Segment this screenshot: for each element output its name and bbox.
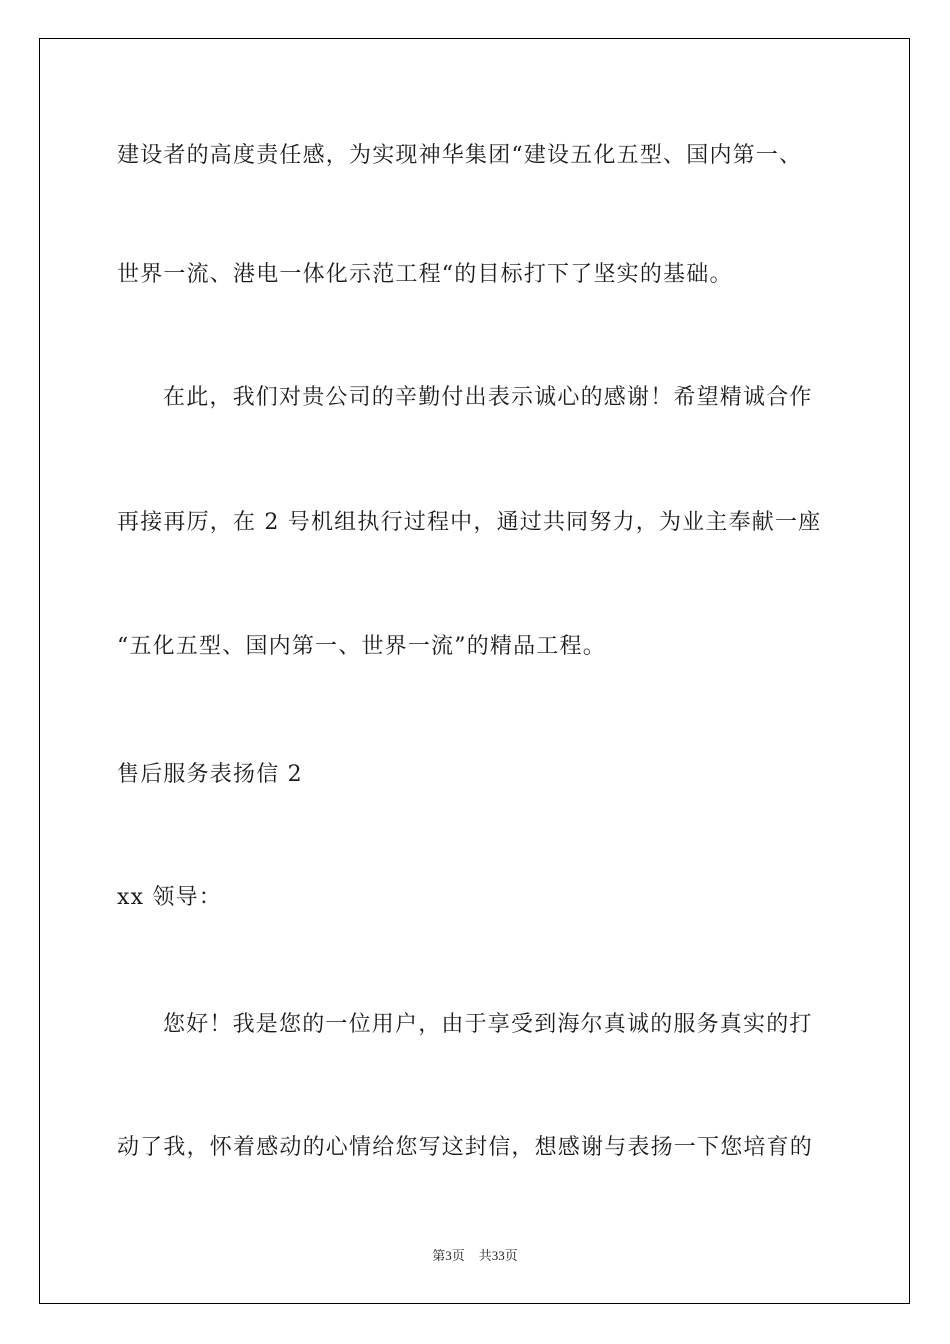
page-number: 第3页 (432, 1248, 465, 1263)
page-total: 共33页 (478, 1248, 518, 1263)
paragraph-line: 再接再厉，在 2 号机组执行过程中，通过共同努力，为业主奉献一座 (117, 510, 822, 535)
paragraph-line: 您好！我是您的一位用户，由于享受到海尔真诚的服务真实的打 (163, 1012, 813, 1037)
salutation: xx 领导： (117, 885, 223, 910)
paragraph-line: 在此，我们对贵公司的辛勤付出表示诚心的感谢！希望精诚合作 (163, 385, 813, 410)
paragraph-line: 世界一流、港电一体化示范工程“的目标打下了坚实的基础。 (117, 262, 733, 287)
paragraph-line: 动了我，怀着感动的心情给您写这封信，想感谢与表扬一下您培育的 (117, 1135, 814, 1160)
paragraph-line: 建设者的高度责任感，为实现神华集团“建设五化五型、国内第一、 (117, 143, 803, 168)
page-footer (0, 1245, 950, 1264)
paragraph-line: “五化五型、国内第一、世界一流”的精品工程。 (117, 634, 606, 659)
page-border (39, 38, 910, 1304)
section-heading: 售后服务表扬信 2 (117, 762, 303, 787)
